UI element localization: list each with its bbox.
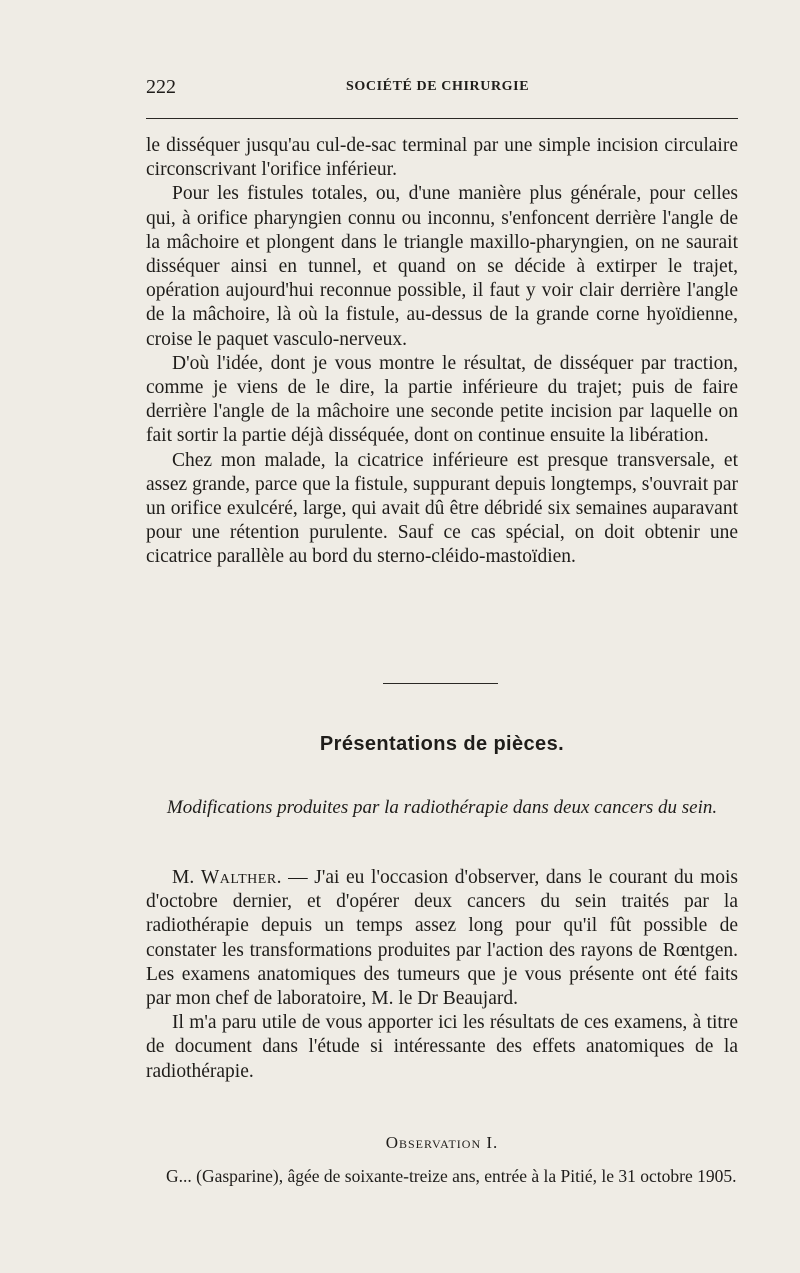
section-subtitle: Modifications produites par la radiothérapie dans deux cancers du sein.	[166, 797, 718, 818]
header-rule	[146, 118, 738, 119]
paragraph: Il m'a paru utile de vous apporter ici les résultats de ces examens, à titre de document dans l'étude si intéressante des effets anatomiques de la radiothérapie.	[146, 1012, 738, 1082]
speaker-prefix: M.	[172, 867, 201, 888]
observation-text	[146, 1165, 738, 1188]
section-divider	[383, 683, 498, 684]
paragraph-text: . — J'ai eu l'occasion d'observer, dans le courant du mois d'octobre dernier, et d'opérer deux cancers du sein traités par la radiothérapie depuis un temps assez long pour qu'il fût possible de constater les transformations produites par l'action des rayons de Rœntgen. Les examens anatomiques des tumeurs que je vous présente ont été faits par mon chef de laboratoire, M. le Dr Beaujard.	[146, 867, 738, 1010]
speaker-name: Walther	[200, 867, 277, 888]
running-title: SOCIÉTÉ DE CHIRURGIE	[346, 79, 530, 94]
page-header	[146, 76, 738, 100]
text-block-walther	[146, 866, 738, 1084]
text-block-continued	[146, 134, 738, 570]
paragraph: G... (Gasparine), âgée de soixante-treize ans, entrée à la Pitié, le 31 octobre 1905.	[166, 1166, 737, 1186]
section-heading: Présentations de pièces.	[319, 733, 565, 755]
paragraph: D'où l'idée, dont je vous montre le résultat, de disséquer par traction, comme je viens de le dire, la partie inférieure du trajet; puis de faire derrière l'angle de la mâchoire une seconde petite incision par laquelle on fait sortir la partie déjà disséquée, dont on continue ensuite la libération.	[146, 352, 738, 447]
observation-heading: Observation I.	[385, 1133, 499, 1152]
paragraph: Chez mon malade, la cicatrice inférieure est presque transversale, et assez grande, parce que la fistule, suppurant depuis longtemps, s'ouvrait par un orifice exulcéré, large, qui avait dû être débridé six semaines auparavant pour une rétention purulente. Sauf ce cas spécial, on doit obtenir une cicatrice parallèle au bord du sterno-cléido-mastoïdien.	[146, 449, 738, 568]
paragraph: le disséquer jusqu'au cul-de-sac terminal par une simple incision circulaire circonscrivant l'orifice inférieur.	[146, 135, 738, 181]
paragraph: Pour les fistules totales, ou, d'une manière plus générale, pour celles qui, à orifice pharyngien connu ou inconnu, s'enfoncent derrière l'angle de la mâchoire et plongent dans le triangle maxillo-pharyngien, on ne saurait disséquer ainsi en tunnel, et quand on se décide à extirper le trajet, opération aujourd'hui reconnue possible, il faut y voir clair derrière l'angle de la mâchoire, là où la fistule, au-dessus de la grande corne hyoïdienne, croise le paquet vasculo-nerveux.	[146, 183, 738, 350]
page-number: 222	[146, 76, 176, 98]
paragraph	[146, 866, 738, 1011]
